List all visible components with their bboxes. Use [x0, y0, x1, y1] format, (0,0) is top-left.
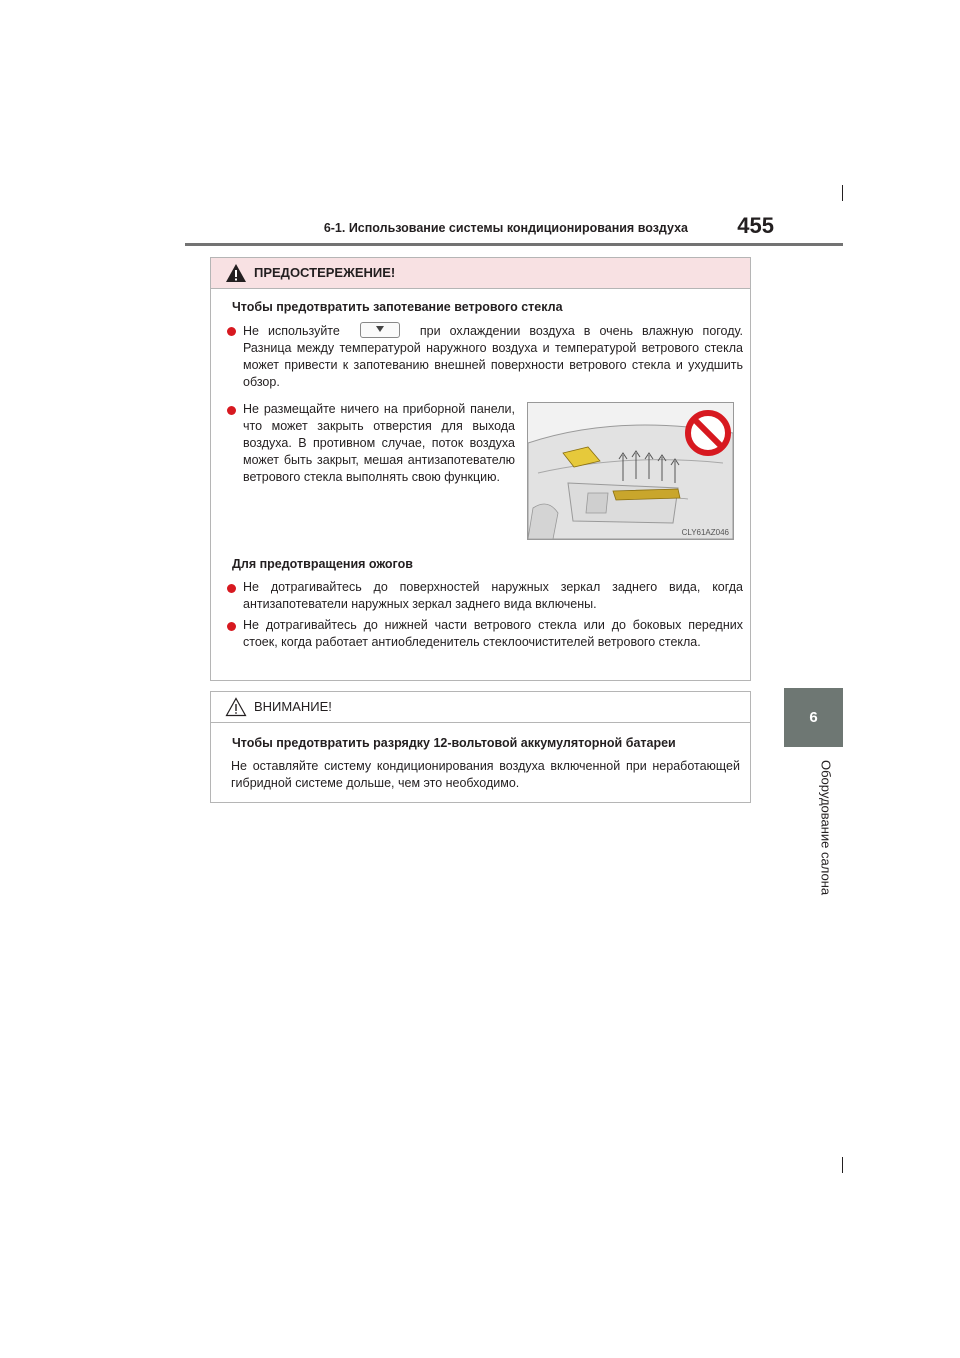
dashboard-illustration: [527, 402, 734, 540]
page-number: 455: [737, 213, 774, 238]
notice-label: ВНИМАНИЕ!: [254, 699, 332, 714]
chapter-title: Оборудование салона: [818, 760, 834, 896]
square-bullet-icon: [217, 302, 226, 311]
notice-heading-text: Чтобы предотвратить разрядку 12-вольтовой аккумуляторной батареи: [232, 736, 676, 750]
chevron-down-icon: [376, 326, 384, 332]
bullet-text: Не дотрагивайтесь до нижней части ветрового стекла или до боковых передних стоек, когда работает антиобледенитель стеклоочистителей ветрового стекла.: [243, 618, 743, 649]
round-bullet-icon: [227, 622, 236, 631]
section-heading-fogging: [217, 300, 563, 314]
bullet-text: [243, 322, 743, 391]
crop-mark-top: [842, 185, 843, 201]
crop-mark-bottom: [842, 1157, 843, 1173]
illustration-code: CLY61AZ046: [681, 528, 729, 537]
bullet-text: Не дотрагивайтесь до поверхностей наружных зеркал заднего вида, когда антизапотеватели наружных зеркал заднего вида включены.: [243, 580, 743, 611]
bullet-text: Не размещайте ничего на приборной панели, что может закрыть отверстия для выхода воздуха. В противном случае, поток воздуха может быть закрыт, мешая антизапотевателю ветрового стекла выполнять свою функцию.: [243, 402, 515, 484]
chapter-title-vertical: [756, 760, 896, 900]
chapter-number: 6: [809, 709, 818, 726]
chapter-tab: [784, 688, 843, 747]
round-bullet-icon: [227, 584, 236, 593]
windshield-air-button-icon: [360, 322, 400, 338]
section-heading-text: Для предотвращения ожогов: [232, 557, 413, 571]
notice-heading: [217, 736, 676, 750]
notice-box-header: [211, 692, 750, 723]
header-rule: [185, 243, 843, 246]
round-bullet-icon: [227, 327, 236, 336]
bullet-text-after-icon: при охлаждении воздуха в очень влажную погоду. Разница между температурой наружного воздуха и температурой ветрового стекла может привести к запотеванию внешней поверхности ветрового стекла и ухудшить обзор.: [243, 324, 743, 389]
running-header-title: 6-1. Использование системы кондиционирования воздуха: [323, 221, 688, 235]
warning-box-header: [211, 258, 750, 289]
section-heading-burns: [217, 557, 413, 571]
square-bullet-icon: [217, 559, 226, 568]
dashboard-vents-drawing: [528, 403, 733, 539]
notice-text: Не оставляйте систему кондиционирования воздуха включенной при неработающей гибридной системе дольше, чем это необходимо.: [231, 759, 740, 790]
warning-triangle-icon: [225, 263, 247, 283]
caution-triangle-icon: [225, 697, 247, 717]
warning-label: ПРЕДОСТЕРЕЖЕНИЕ!: [254, 265, 396, 280]
round-bullet-icon: [227, 406, 236, 415]
square-bullet-icon: [217, 738, 226, 747]
bullet-text-before-icon: Не используйте: [243, 324, 340, 338]
section-heading-text: Чтобы предотвратить запотевание ветрового стекла: [232, 300, 563, 314]
